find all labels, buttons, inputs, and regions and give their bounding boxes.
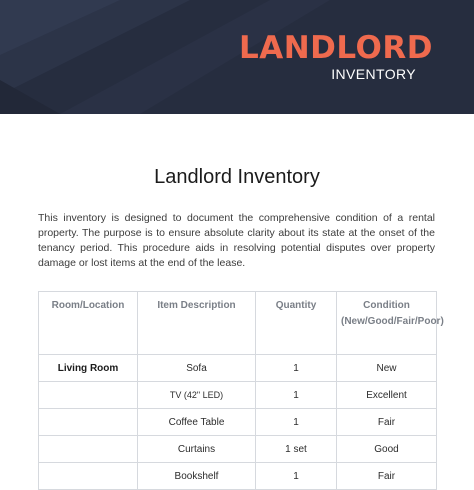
brand-logo-text: LANDLORD (238, 30, 433, 66)
cell-condition: Fair (337, 409, 437, 436)
table-body (39, 355, 437, 490)
cell-room (39, 463, 138, 490)
cell-quantity: 1 (256, 409, 337, 436)
inventory-table (38, 291, 444, 490)
cell-room (39, 382, 138, 409)
cell-quantity: 1 (256, 355, 337, 382)
table-row (39, 409, 437, 436)
header-item: Item Description (138, 292, 256, 355)
cell-condition: Fair (337, 463, 437, 490)
cell-quantity: 1 (256, 463, 337, 490)
intro-paragraph: This inventory is designed to document the comprehensive condition of a rental property. The purpose is to ensure absolute clarity about its state at the onset of the tenancy period. This procedure aids in resolving potential disputes over property damage or lost items at the end of the lease. (38, 212, 435, 269)
cell-condition: New (337, 355, 437, 382)
cell-item: Curtains (138, 436, 256, 463)
table-header (39, 292, 444, 355)
brand-subtitle: INVENTORY (331, 66, 416, 82)
cell-item: Sofa (138, 355, 256, 382)
cell-room: Living Room (39, 355, 138, 382)
cell-item: Bookshelf (138, 463, 256, 490)
cell-item: TV (42" LED) (138, 382, 256, 409)
cell-quantity: 1 set (256, 436, 337, 463)
cell-quantity: 1 (256, 382, 337, 409)
header-quantity: Quantity (256, 292, 337, 355)
table-header-row (39, 292, 437, 355)
table-row (39, 463, 437, 490)
table-row (39, 382, 437, 409)
document-title: Landlord Inventory (154, 166, 320, 188)
header-condition: Condition (New/Good/Fair/Poor) (337, 292, 437, 355)
cell-item: Coffee Table (138, 409, 256, 436)
header-banner (0, 0, 474, 114)
cell-room (39, 409, 138, 436)
cell-room (39, 436, 138, 463)
table-row (39, 436, 437, 463)
table-row (39, 355, 437, 382)
header-room: Room/Location (39, 292, 138, 355)
cell-condition: Good (337, 436, 437, 463)
cell-condition: Excellent (337, 382, 437, 409)
